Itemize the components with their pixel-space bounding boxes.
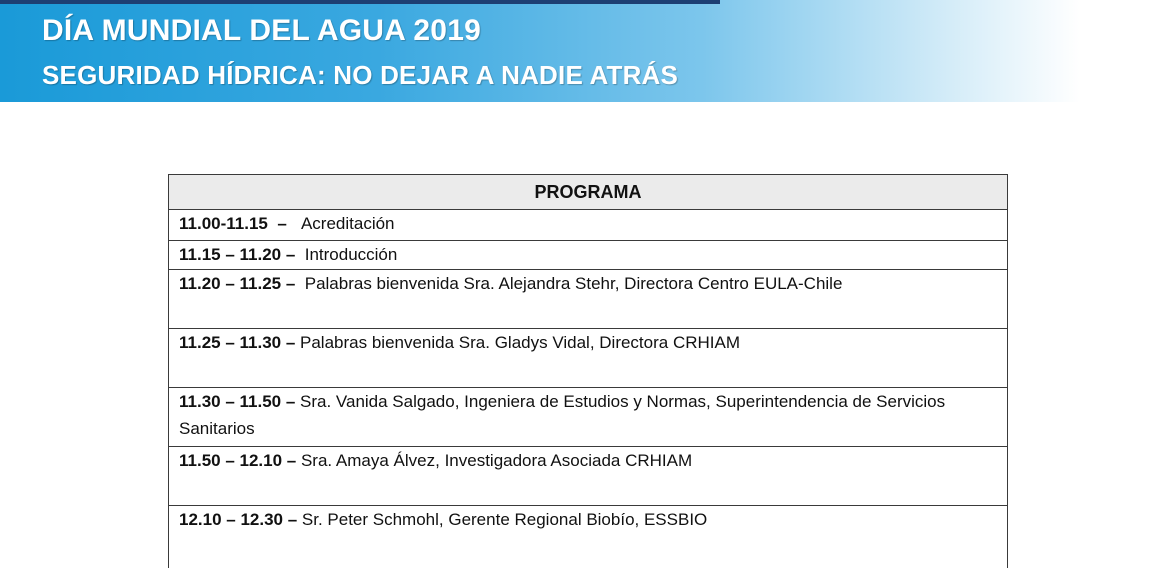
header-banner bbox=[0, 0, 1080, 102]
schedule-cell bbox=[169, 506, 1008, 568]
schedule-text: Sr. Peter Schmohl, Gerente Regional Biobío, ESSBIO bbox=[301, 510, 708, 529]
table-row bbox=[169, 270, 1008, 329]
schedule-text: Sra. Vanida Salgado, Ingeniera de Estudios y Normas, Superintendencia de Servicios Sanitarios bbox=[179, 392, 946, 438]
program-header: PROGRAMA bbox=[169, 175, 1008, 210]
schedule-time: 11.25 – 11.30 bbox=[179, 333, 282, 352]
schedule-text: Acreditación bbox=[300, 214, 395, 233]
schedule-text: Introducción bbox=[304, 245, 398, 264]
schedule-cell bbox=[169, 210, 1008, 241]
schedule-separator: – bbox=[281, 392, 301, 411]
table-row bbox=[169, 388, 1008, 447]
table-row bbox=[169, 210, 1008, 241]
schedule-separator: – bbox=[281, 333, 301, 352]
schedule-time: 11.20 – 11.25 bbox=[179, 274, 282, 293]
banner-top-line bbox=[0, 0, 720, 4]
schedule-text: Palabras bienvenida Sra. Alejandra Stehr, Directora Centro EULA-Chile bbox=[304, 274, 843, 293]
schedule-time: 11.50 – 12.10 bbox=[179, 451, 283, 470]
schedule-separator: – bbox=[282, 510, 302, 529]
schedule-time: 11.00-11.15 bbox=[179, 214, 268, 233]
schedule-cell bbox=[169, 270, 1008, 329]
program-table bbox=[168, 174, 1008, 568]
program-header-row bbox=[169, 175, 1008, 210]
banner-title: DÍA MUNDIAL DEL AGUA 2019 bbox=[42, 14, 481, 47]
banner-subtitle: SEGURIDAD HÍDRICA: NO DEJAR A NADIE ATRÁS bbox=[42, 60, 679, 90]
schedule-cell bbox=[169, 388, 1008, 447]
schedule-cell bbox=[169, 241, 1008, 270]
table-row bbox=[169, 506, 1008, 568]
schedule-time: 11.30 – 11.50 bbox=[179, 392, 282, 411]
schedule-text: Sra. Amaya Álvez, Investigadora Asociada CRHIAM bbox=[300, 451, 693, 470]
schedule-time: 12.10 – 12.30 bbox=[179, 510, 283, 529]
schedule-separator: – bbox=[282, 451, 301, 470]
schedule-separator: – bbox=[267, 214, 301, 233]
schedule-text: Palabras bienvenida Sra. Gladys Vidal, Directora CRHIAM bbox=[300, 333, 741, 352]
schedule-separator: – bbox=[281, 274, 305, 293]
schedule-cell bbox=[169, 329, 1008, 388]
table-row bbox=[169, 241, 1008, 270]
table-row bbox=[169, 447, 1008, 506]
schedule-separator: – bbox=[281, 245, 305, 264]
schedule-cell bbox=[169, 447, 1008, 506]
schedule-time: 11.15 – 11.20 bbox=[179, 245, 282, 264]
table-row bbox=[169, 329, 1008, 388]
